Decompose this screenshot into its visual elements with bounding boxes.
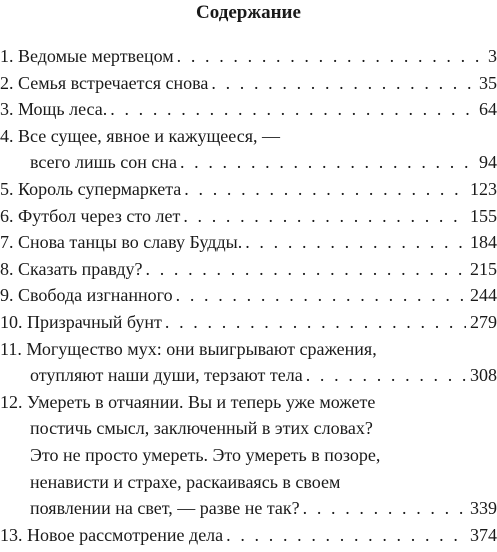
toc-page-number: 35: [479, 72, 497, 93]
toc-entry-title: Это не просто умереть. Это умереть в позоре,: [30, 444, 381, 465]
toc-entry: [0, 256, 497, 283]
toc-entry-line: [0, 282, 497, 309]
toc-entry: [0, 176, 497, 203]
toc-entry-title: появлении на свет, — разве не так?: [30, 498, 300, 519]
toc-page-number: 155: [470, 205, 497, 226]
toc-entry: [0, 96, 497, 123]
toc-entry-line: [0, 123, 497, 150]
dot-leader: [183, 203, 466, 230]
toc-entry-title: 4. Все сущее, явное и кажущееся, —: [0, 125, 281, 146]
toc-page-number: 3: [488, 46, 497, 66]
toc-entry-line: [0, 70, 497, 97]
toc-entry-title: постичь смысл, заключенный в этих словах?: [30, 418, 373, 439]
toc-page-number: 279: [470, 311, 497, 332]
toc-entry-title: 1. Ведомые мертвецом: [0, 46, 174, 66]
toc-entry-title: 8. Сказать правду?: [0, 258, 143, 279]
toc-page-number: 308: [470, 365, 497, 386]
toc-entry-line: [0, 96, 497, 123]
dot-leader: [245, 229, 466, 256]
toc-entry-title: 11. Могущество мух: они выигрывают сражения,: [0, 338, 377, 359]
toc-entry-title: 7. Снова танцы во славу Будды.: [0, 232, 243, 253]
toc-entry-line: [0, 336, 497, 363]
toc-entry-line: [0, 522, 497, 549]
page-title: Содержание: [196, 2, 301, 23]
toc-entry-title: всего лишь сон сна: [30, 152, 177, 173]
toc-entry: [0, 336, 497, 389]
toc-page-number: 94: [479, 152, 497, 173]
dot-leader: [110, 96, 475, 123]
toc-entry: [0, 123, 497, 176]
dot-leader: [211, 70, 475, 97]
toc-entry-line: [0, 203, 497, 230]
toc-entry-line: [0, 415, 497, 442]
dot-leader: [176, 282, 466, 309]
toc-page-number: 244: [470, 285, 497, 306]
toc-entry-line: [0, 495, 497, 522]
dot-leader: [184, 176, 466, 203]
toc-entry-line: [0, 469, 497, 496]
toc-entry: [0, 309, 497, 336]
toc-entry-title: ненависти и страхе, раскаиваясь в своем: [30, 471, 341, 492]
toc-page-number: 339: [470, 498, 497, 519]
toc-entry-line: [0, 442, 497, 469]
toc-page-number: 374: [470, 524, 497, 545]
toc-entry-line: [0, 176, 497, 203]
toc-entry: [0, 282, 497, 309]
toc-page-number: 64: [479, 99, 497, 120]
dot-leader: [226, 522, 466, 549]
toc-entry-title: 5. Король супермаркета: [0, 178, 182, 199]
dot-leader: [177, 43, 479, 70]
table-of-contents: [0, 43, 497, 548]
dot-leader: [306, 362, 466, 389]
toc-entry-title: 12. Умереть в отчаянии. Вы и теперь уже можете: [0, 391, 376, 412]
dot-leader: [303, 495, 466, 522]
toc-entry-title: 6. Футбол через сто лет: [0, 205, 181, 226]
toc-entry: [0, 389, 497, 522]
toc-entry-title: отупляют наши души, терзают тела: [30, 365, 303, 386]
toc-page-number: 184: [470, 232, 497, 253]
toc-entry-title: 13. Новое рассмотрение дела: [0, 524, 224, 545]
toc-entry: [0, 229, 497, 256]
dot-leader: [146, 256, 467, 283]
toc-entry: [0, 203, 497, 230]
toc-entry-line: [0, 256, 497, 283]
toc-entry-line: [0, 43, 497, 70]
toc-entry: [0, 43, 497, 70]
toc-entry-line: [0, 389, 497, 416]
toc-entry-line: [0, 229, 497, 256]
toc-page-number: 123: [470, 178, 497, 199]
toc-entry-title: 9. Свобода изгнанного: [0, 285, 173, 306]
toc-entry: [0, 522, 497, 549]
toc-entry-line: [0, 149, 497, 176]
toc-page-number: 215: [470, 258, 497, 279]
toc-entry-title: 10. Призрачный бунт: [0, 311, 162, 332]
toc-entry-line: [0, 309, 497, 336]
dot-leader: [180, 149, 475, 176]
toc-entry-line: [0, 362, 497, 389]
dot-leader: [165, 309, 466, 336]
toc-entry-title: 3. Мощь леса.: [0, 99, 108, 120]
toc-entry: [0, 70, 497, 97]
toc-entry-title: 2. Семья встречается снова: [0, 72, 209, 93]
